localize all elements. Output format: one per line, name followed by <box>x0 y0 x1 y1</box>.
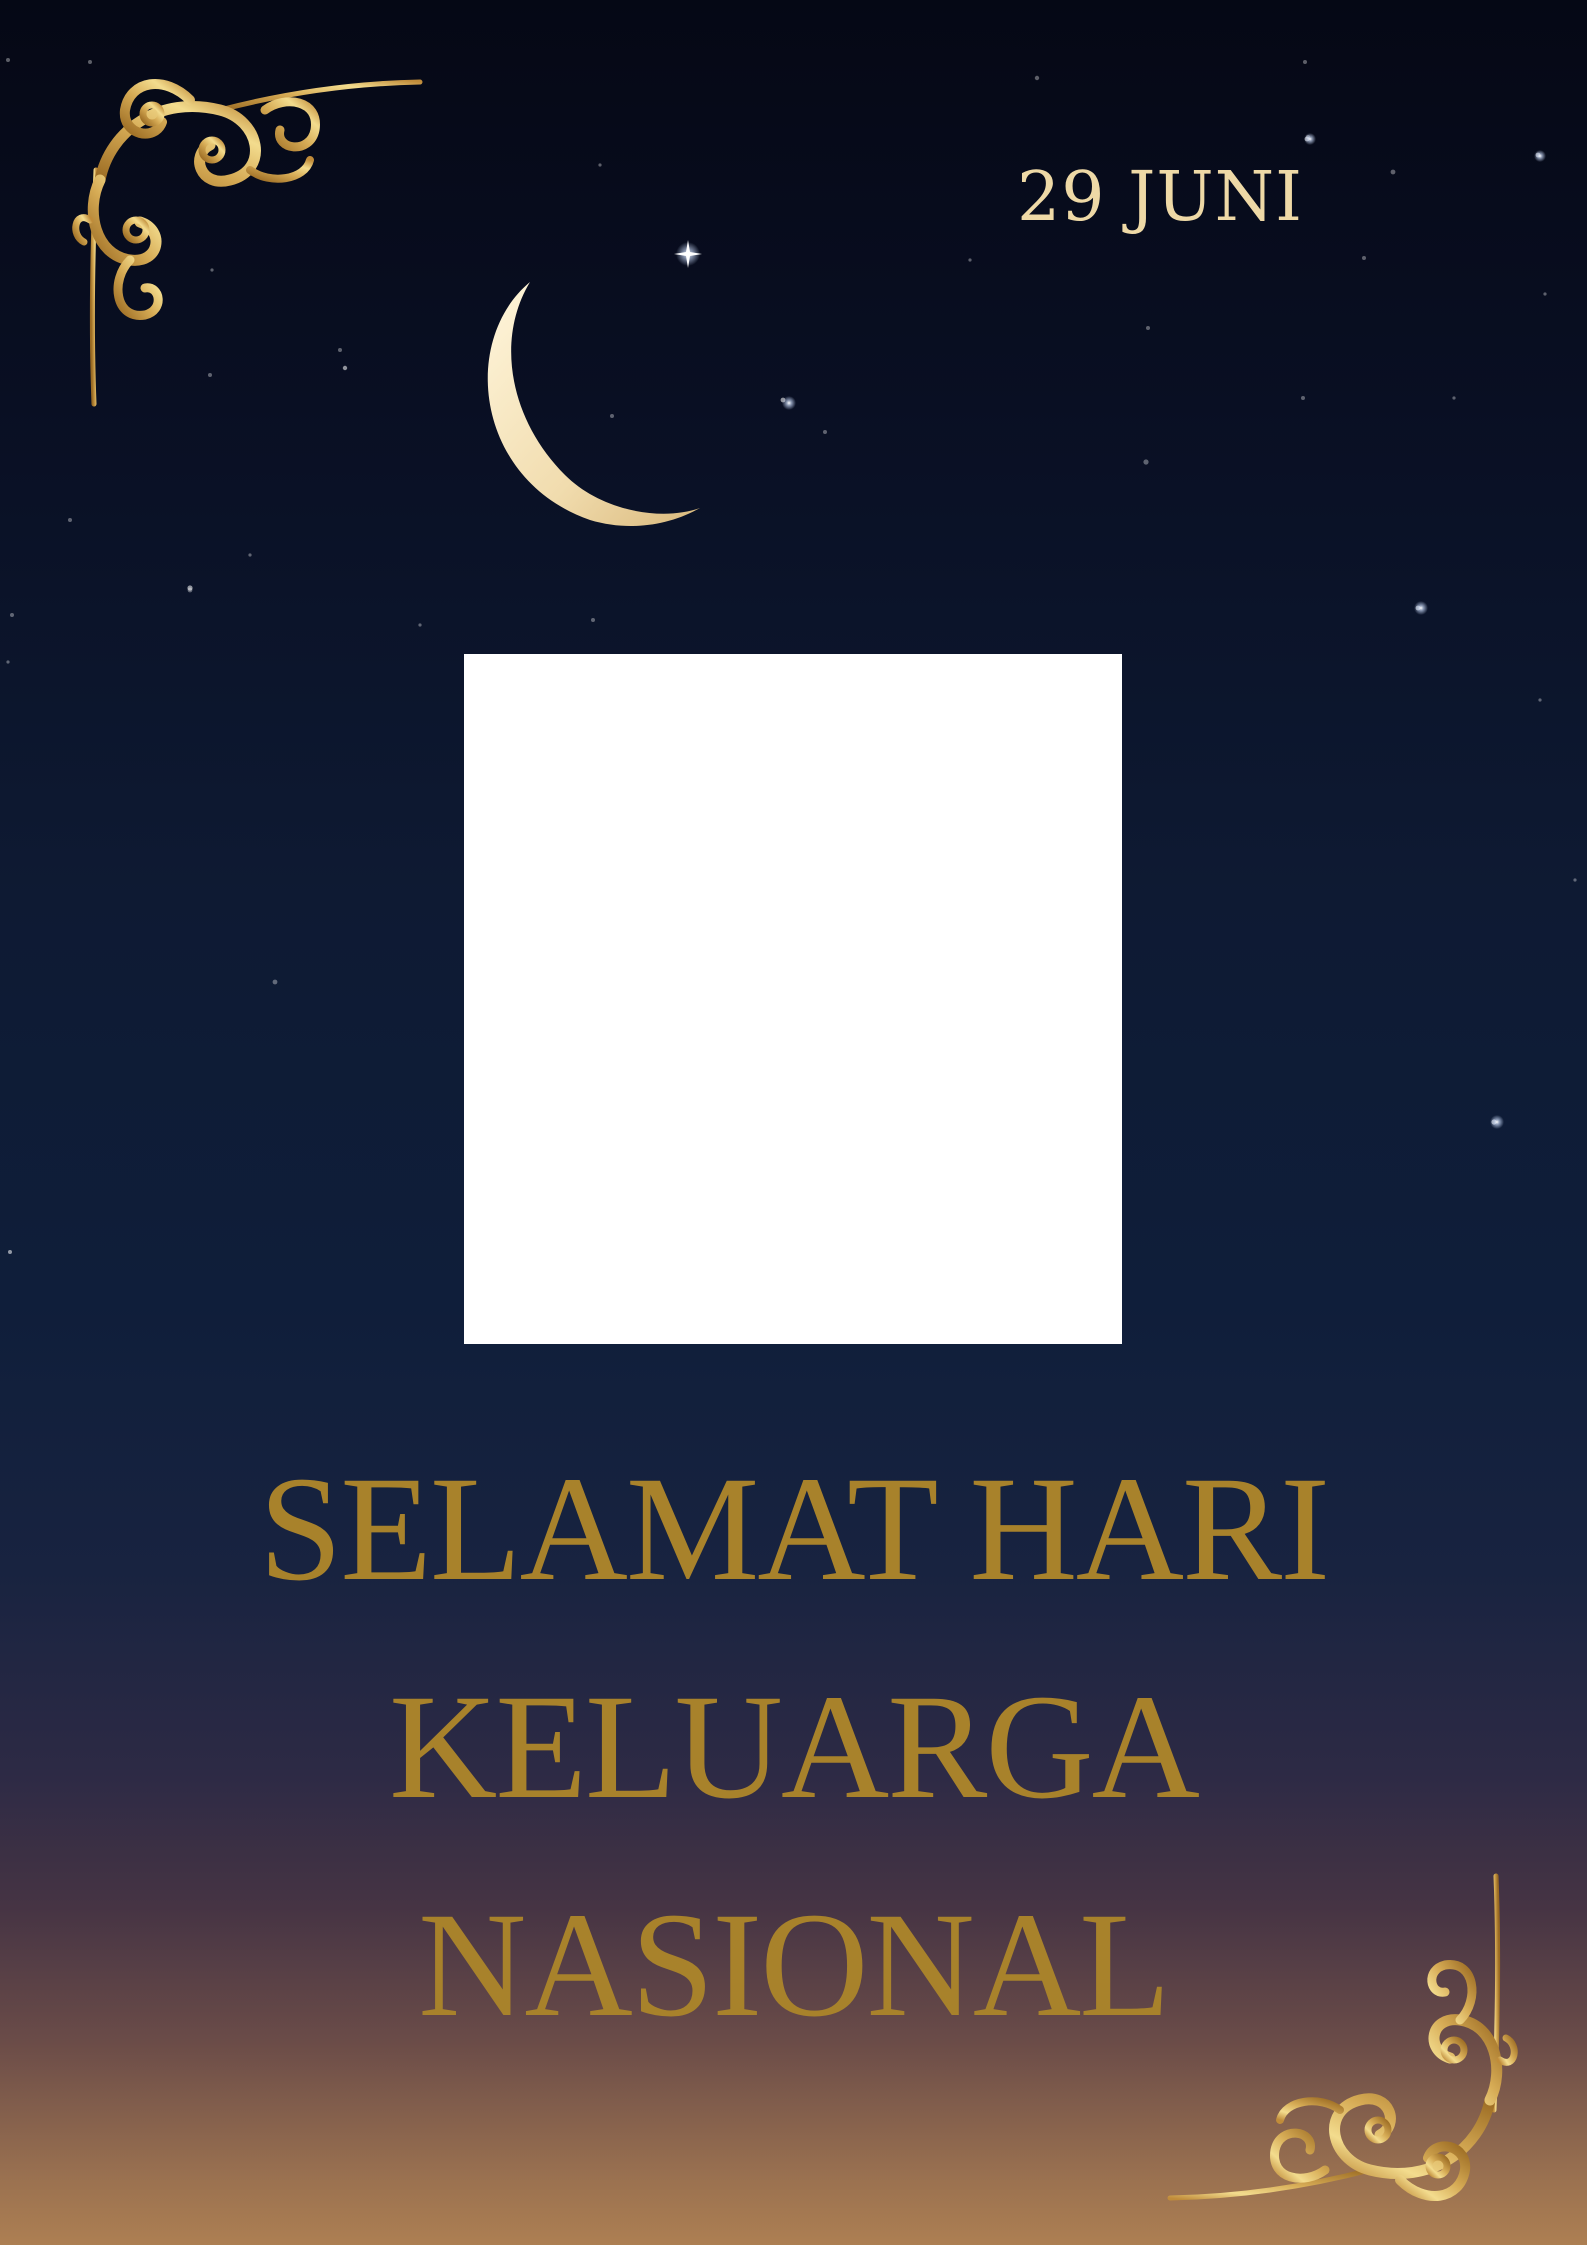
headline-line-2: KELUARGA <box>389 1664 1198 1830</box>
headline-line-3: NASIONAL <box>418 1882 1169 2048</box>
ornament-corner-icon <box>1160 1860 1520 2210</box>
event-date: 29 JUNI <box>1016 158 1304 237</box>
photo-placeholder[interactable] <box>464 654 1122 1344</box>
headline-line-1: SELAMAT HARI <box>258 1446 1329 1612</box>
crescent-moon-icon <box>470 270 710 530</box>
ornament-corner-icon <box>70 70 430 420</box>
